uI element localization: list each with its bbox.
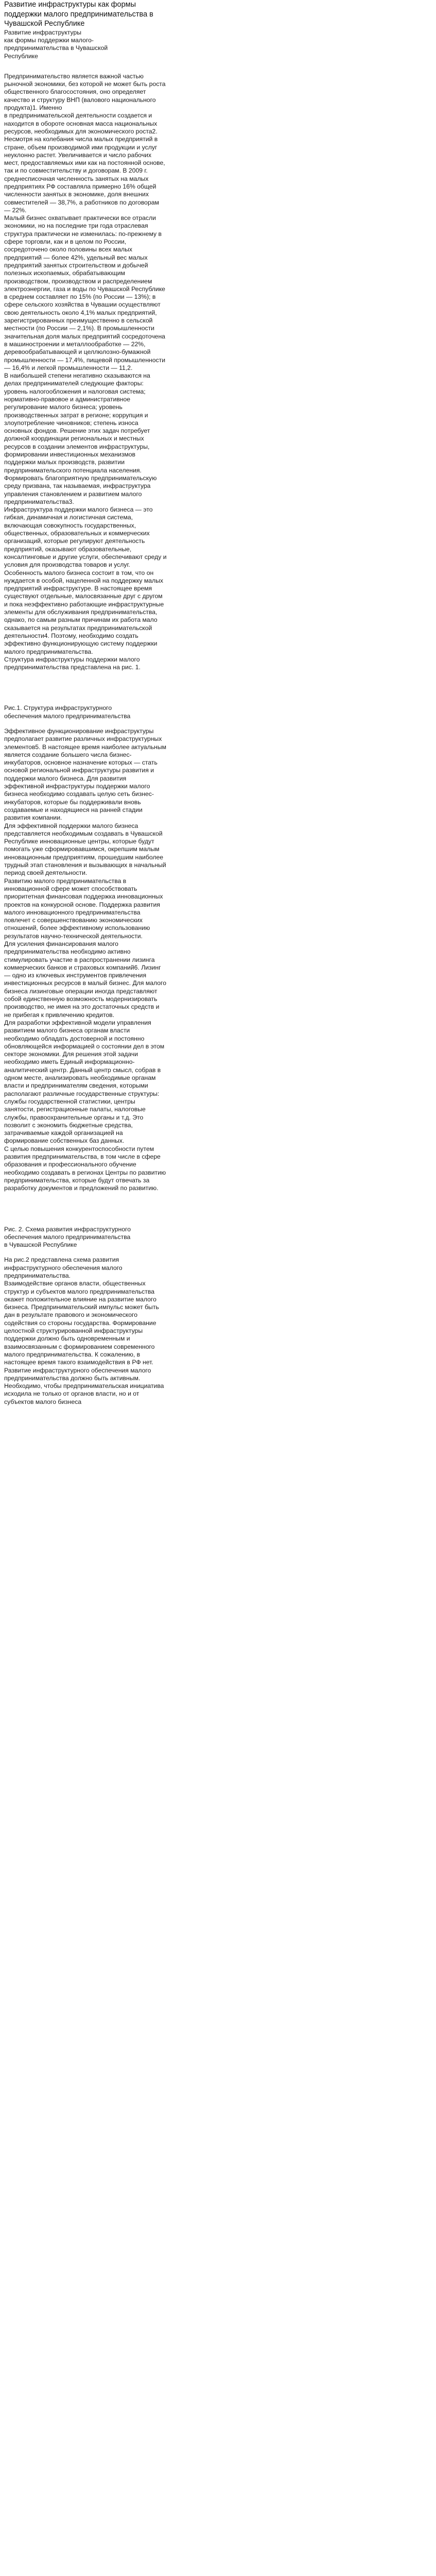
paragraph: Развитию малого предпринимательства в инновационной сфере может способствовать приоритетная финансовая поддержка инновационных проектов на конкурсной основе. Поддержка развития малого инновационного предпринимательства повлечет с совершенствованию экономических отношений, более эффективному использованию результатов научно-технической деятельности. <box>4 877 163 940</box>
paragraph: В наибольшей степени негативно сказываются на делах предпринимателей следующие факторы: уровень налогообложения и налоговая система; нормативно-правовое и административное регулирование малого бизнеса; уровень производственных затрат в регионе; коррупция и злоупотребление чиновников; степень износа основных фондов. Решение этих задач потребует должной координации региональных и местных ресурсов в создании элементов инфраструктуры, формировании инвестиционных механизмов поддержки малых производств, развитии предпринимательского потенциала населения. <box>4 372 150 474</box>
figure-2-placeholder <box>4 1193 167 1226</box>
paragraph: Развитие инфраструктурного обеспечения малого предпринимательства должно быть активным. Необходимо, чтобы предпринимательская инициатива исходила не только от органов власти, но и от субъектов малого бизнеса <box>4 1366 164 1405</box>
paragraph: Взаимодействие органов власти, общественных структур и субъектов малого предпринимательства окажет положительное влияние на развитие малого бизнеса. Предпринимательский импульс может быть дан в результате правового и экономического содействия со стороны государства. Формирование целостной структурированной инфраструктуры поддержки должно быть одновременным и взаимосвязанным с формированием современного малого предпринимательства. К сожалению, в настоящее время такого взаимодействия в РФ нет. <box>4 1280 159 1366</box>
article-subtitle: Развитие инфраструктуры как формы поддержки малого- предпринимательства в Чувашской Республике <box>4 28 108 60</box>
paragraph: Для эффективной поддержки малого бизнеса представляется необходимым создавать в Чувашской Республике инновационные центры, которые будут помогать уже сформировавшимся, окрепшим малым инновационным предприятиям, прошедшим наиболее трудный этап становления и вызывающих в начальный период своей деятельности. <box>4 822 166 877</box>
article-body <box>4 29 167 1406</box>
paragraph: Инфраструктура поддержки малого бизнеса — это гибкая, динамичная и логистичная система, включающая совокупность государственных, общественных, образовательных и коммерческих организаций, которые регулируют деятельность предприятий, оказывают образовательные, консалтинговые и другие услуги, обеспечивают среду и условия для производства товаров и услуг. <box>4 506 167 569</box>
paragraph: Формировать благоприятную предпринимательскую среду призвана, так называемая, инфраструктура управления становлением и развитием малого предпринимательства3. <box>4 474 157 505</box>
paragraph: Для усиления финансирования малого предпринимательства необходимо активно стимулировать участие в распространении лизинга коммерческих банков и страховых компаний6. Лизинг — одно из ключевых инструментов привлечения инвестиционных ресурсов в малый бизнес. Для малого бизнеса лизинговые операции иногда представляют собой единственную возможность модернизировать производство, не имея на это достаточных средств и не прибегая к привлечению кредитов. <box>4 940 166 1019</box>
paragraph: Малый бизнес охватывает практически все отрасли экономики, но на последние три года отраслевая структура практически не изменилась: по-прежнему в сфере торговли, как и в целом по России, сосредоточено около половины всех малых предприятий — более 42%, удельный вес малых предприятий занятых строительством и добычей полезных ископаемых, обрабатывающим производством, производством и распределением электроэнергии, газа и воды по Чувашской Республике в среднем составляет по 15% (по России — 13%); в сфере сельского хозяйства в Чувашии осуществляют свою деятельность около 4,1% малых предприятий, зарегистрированных преимущественно в сельской местности (по России — 2,1%). В промышленности значительная доля малых предприятий сосредоточена в машиностроении и металлообработке — 22%, деревообрабатывающей и целлюлозно-бумажной промышленности — 17,4%, пищевой промышленности — 16,4% и легкой промышленности — 11,2. <box>4 214 166 371</box>
paragraph: Эффективное функционирование инфраструктуры предполагает развитие различных инфраструктурных элементов5. В настоящее время наиболее актуальным является создание большего числа бизнес-инкубаторов, основное назначение которых — стать основой региональной инфраструктуры развития и поддержки малого бизнеса. Для развития эффективной инфраструктуры поддержки малого бизнеса необходимо создавать целую сеть бизнес-инкубаторов, которые бы поддерживали вновь создаваемые и находящиеся на ранней стадии развития компании. <box>4 727 167 822</box>
paragraph: Структура инфраструктуры поддержки малого предпринимательства представлена на рис. 1. <box>4 655 141 671</box>
figure-2-caption: Рис. 2. Схема развития инфраструктурного обеспечения малого предпринимательства в Чувашской Республике <box>4 1225 131 1249</box>
article-title: Развитие инфраструктуры как формы поддержки малого предпринимательства в Чувашской Республике <box>4 1 153 28</box>
paragraph: Особенность малого бизнеса состоит в том, что он нуждается в особой, нацеленной на поддержку малых предприятий инфраструктуре. В настоящее время существуют отдельные, малосвязанные друг с другом и пока неэффективно работающие инфраструктурные элементы для обслуживания предпринимательства, однако, по самым разным причинам их работа мало сказывается на результатах предпринимательской деятельности4. Поэтому, необходимо создать эффективно функционирующую систему поддержки малого предпринимательства. <box>4 569 164 655</box>
figure-1-placeholder <box>4 671 167 704</box>
paragraph: С целью повышения конкурентоспособности путем развития предпринимательства, в том числе в сфере образования и профессионального обучение необходимо создавать в регионах Центры по развитию предпринимательства, которые будут отвечать за разработку документов и предложений по развитию. <box>4 1145 166 1192</box>
paragraph: Предпринимательство является важной частью рыночной экономики, без которой не может быть роста общественного благосостояния, оно определяет качество и структуру ВНП (валового национального продукта)1. Именно в предпринимательской деятельности создается и находится в обороте основная масса национальных ресурсов, необходимых для экономического роста2. Несмотря на колебания числа малых предприятий в стране, объем производимой ими продукции и услуг неуклонно растет. Увеличивается и число рабочих мест, предоставляемых ими как на постоянной основе, так и по совместительству и договорам. В 2009 г. среднесписочная численность занятых на малых предприятиях РФ составляла примерно 16% общей численности занятых в экономике, доля внешних совместителей — 38,7%, а работников по договорам — 22%. <box>4 72 166 214</box>
paragraph: На рис.2 представлена схема развития инфраструктурного обеспечения малого предпринимательства. <box>4 1256 123 1279</box>
paragraph: Для разработки эффективной модели управления развитием малого бизнеса органам власти необходимо обладать достоверной и постоянно обновляющейся информацией о состоянии дел в этом секторе экономики. Для решения этой задачи необходимо иметь Единый информационно-аналитический центр. Данный центр смысл, собрав в одном месте, анализировать необходимые органам власти и предпринимателям сведения, которыми располагают различные государственные структуры: службы государственной статистики, центры занятости, регистрационные палаты, налоговые службы, правоохранительные органы и т.д. Это позволит с экономить бюджетные средства, затрачиваемые каждой организацией на формирование собственных баз данных. <box>4 1019 165 1145</box>
figure-1-caption: Рис.1. Структура инфраструктурного обеспечения малого предпринимательства <box>4 704 131 720</box>
